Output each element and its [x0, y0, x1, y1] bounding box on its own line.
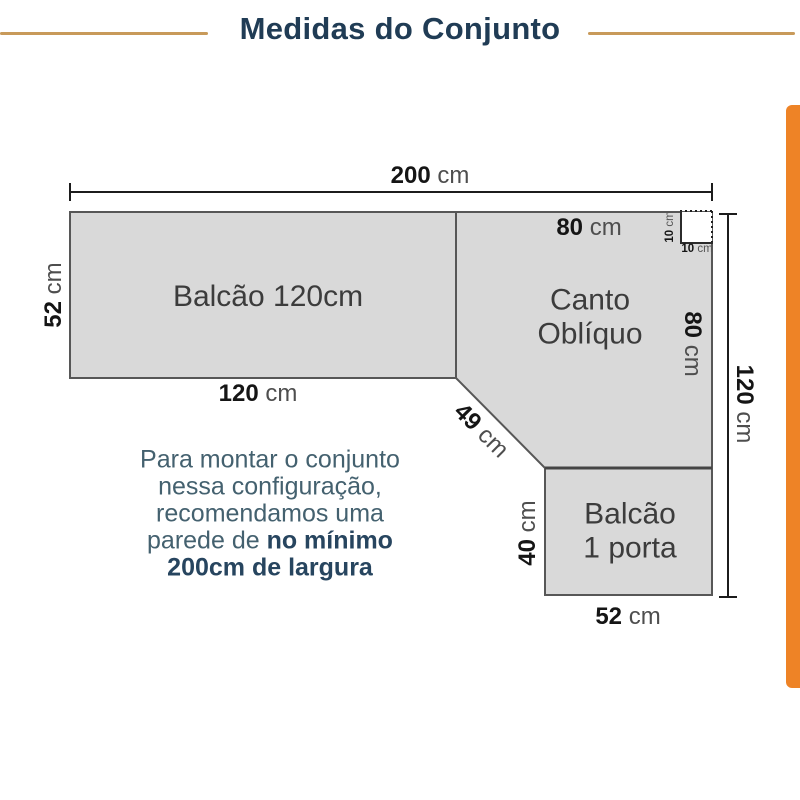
dim-balcao-width [219, 380, 298, 408]
dim-value: 40 [514, 538, 541, 566]
dim-value: 10 [681, 243, 695, 255]
dim-unit: cm [437, 162, 470, 189]
corner-notch [681, 212, 712, 242]
note-bold-text: no mínimo [266, 526, 393, 555]
dim-left-depth [40, 262, 68, 327]
dim-value: 10 [664, 229, 676, 243]
dim-value: 200 [390, 162, 431, 189]
label-line: Canto [549, 283, 631, 317]
dim-notch-horizontal [681, 243, 712, 255]
dim-value: 52 [40, 300, 67, 328]
dim-value: 120 [218, 380, 259, 407]
dim-porta-depth [514, 500, 542, 565]
dim-unit: cm [265, 380, 298, 407]
dim-value: 49 [448, 397, 487, 436]
dim-unit: cm [40, 262, 67, 295]
dim-canto-width [556, 214, 621, 242]
dim-unit: cm [589, 214, 622, 241]
dim-unit: cm [628, 603, 661, 630]
dim-value: 52 [595, 603, 623, 630]
note-line: nessa configuração, [158, 472, 382, 501]
note-line: Para montar o conjunto [140, 445, 400, 474]
dim-unit: cm [472, 421, 515, 464]
note-line: recomendamos uma [156, 499, 384, 528]
label-line: 1 porta [583, 531, 677, 564]
label-balcao-120: Balcão 120cm [172, 280, 364, 314]
page-title: Medidas do Conjunto [239, 11, 561, 46]
note-line [140, 528, 400, 555]
dim-unit: cm [514, 500, 541, 533]
label-line: Balcão [584, 497, 676, 531]
next-image-peek [786, 105, 800, 688]
dim-value: 80 [556, 214, 584, 241]
note-bold-text: 200cm de largura [167, 553, 373, 582]
note-line [140, 555, 400, 582]
dim-unit: cm [679, 344, 706, 377]
dim-notch-vertical [664, 211, 676, 242]
assembly-note [140, 447, 400, 582]
dim-canto-depth [678, 311, 706, 376]
dim-total-width [391, 162, 470, 190]
label-balcao-1-porta [583, 497, 676, 564]
label-canto-obliquo [537, 283, 642, 350]
note-text: parede de [147, 526, 267, 555]
dim-right-total [730, 365, 758, 444]
dim-porta-width [595, 603, 660, 631]
dim-unit: cm [697, 243, 713, 255]
dim-value: 120 [731, 364, 758, 405]
label-line: Oblíquo [537, 317, 643, 350]
dim-value: 80 [679, 311, 706, 339]
dim-unit: cm [731, 411, 758, 444]
dim-unit: cm [664, 211, 676, 227]
